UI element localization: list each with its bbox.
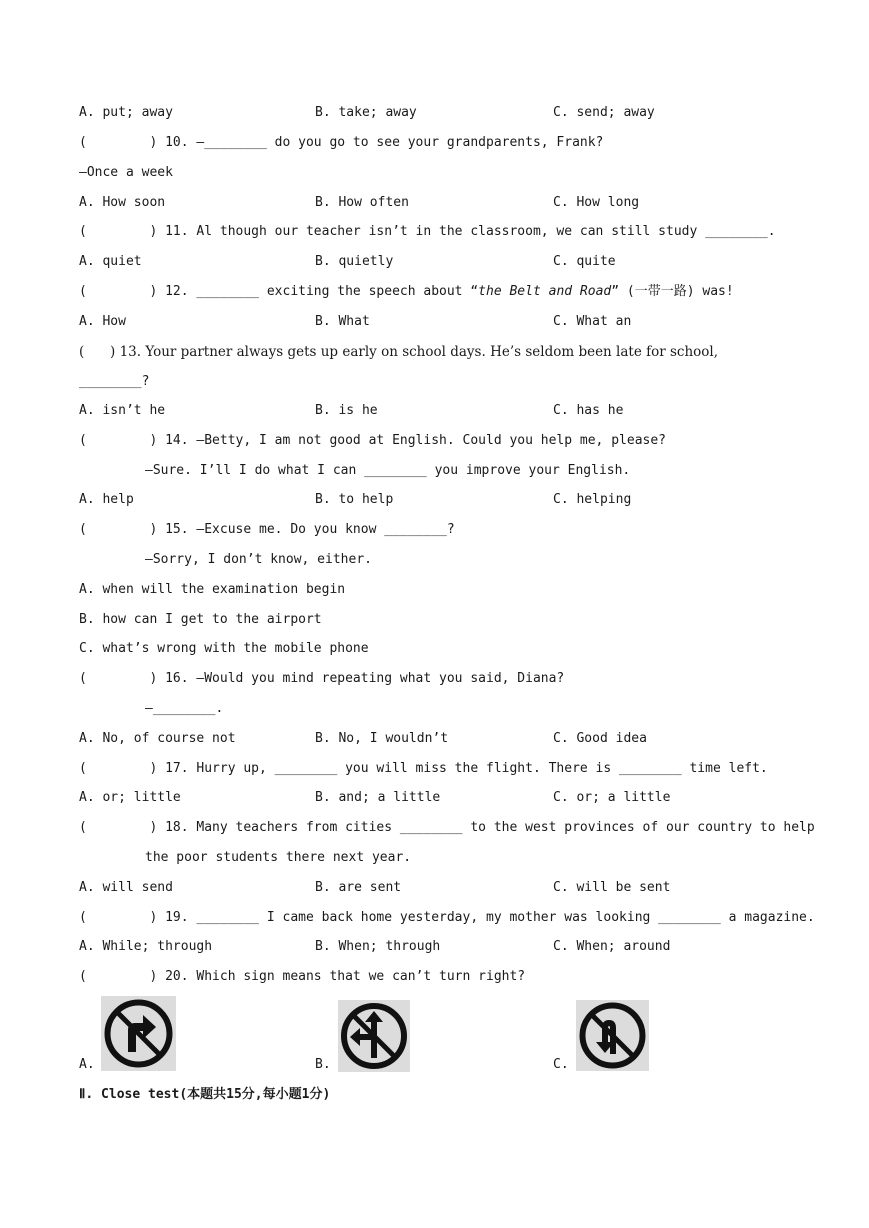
no-u-turn-icon bbox=[576, 1000, 649, 1071]
q14-option-b: B. to help bbox=[315, 492, 394, 507]
q18-stem-cont: the poor students there next year. bbox=[145, 850, 412, 865]
q10-option-b: B. How often bbox=[315, 195, 409, 210]
q11-option-c: C. quite bbox=[553, 254, 616, 269]
q17-option-c: C. or; a little bbox=[553, 790, 671, 805]
q9-option-a: A. put; away bbox=[79, 105, 173, 120]
q10-reply: —Once a week bbox=[79, 165, 173, 180]
q20-option-b-label: B. bbox=[315, 1057, 331, 1072]
q11-option-a: A. quiet bbox=[79, 254, 142, 269]
q14-option-c: C. helping bbox=[553, 492, 632, 507]
q19-stem: ( ) 19. ________ I came back home yesterday, my mother was looking ________ a magazine. bbox=[79, 910, 815, 925]
q13-option-c: C. has he bbox=[553, 403, 624, 418]
q15-reply: —Sorry, I don’t know, either. bbox=[145, 552, 372, 567]
q17-stem: ( ) 17. Hurry up, ________ you will miss the flight. There is ________ time left. bbox=[79, 761, 768, 776]
q13-option-b: B. is he bbox=[315, 403, 378, 418]
q14-reply: —Sure. I’ll I do what I can ________ you improve your English. bbox=[145, 463, 631, 478]
q19-option-a: A. While; through bbox=[79, 939, 213, 954]
q19-option-c: C. When; around bbox=[553, 939, 671, 954]
q12-stem-pre: ( ) 12. ________ exciting the speech about “ bbox=[79, 284, 479, 299]
q20-option-c-label: C. bbox=[553, 1057, 569, 1072]
q10-stem: ( ) 10. —________ do you go to see your grandparents, Frank? bbox=[79, 135, 604, 150]
q15-option-c: C. what’s wrong with the mobile phone bbox=[79, 641, 369, 656]
q18-option-c: C. will be sent bbox=[553, 880, 671, 895]
q13-stem: ( ) 13. Your partner always gets up early on school days. He’s seldom been late for school, bbox=[79, 344, 719, 360]
q10-option-a: A. How soon bbox=[79, 195, 166, 210]
q14-option-a: A. help bbox=[79, 492, 134, 507]
q9-option-c: C. send; away bbox=[553, 105, 655, 120]
q17-option-a: A. or; little bbox=[79, 790, 181, 805]
q15-stem: ( ) 15. —Excuse me. Do you know ________? bbox=[79, 522, 455, 537]
q12-stem-post: ” (一带一路) was! bbox=[611, 284, 734, 299]
section-heading: Ⅱ. Close test(本题共15分,每小题1分) bbox=[79, 1087, 331, 1102]
q17-option-b: B. and; a little bbox=[315, 790, 441, 805]
q16-option-a: A. No, of course not bbox=[79, 731, 236, 746]
q18-option-a: A. will send bbox=[79, 880, 173, 895]
q10-option-c: C. How long bbox=[553, 195, 640, 210]
q20-stem: ( ) 20. Which sign means that we can’t turn right? bbox=[79, 969, 526, 984]
q15-option-a: A. when will the examination begin bbox=[79, 582, 346, 597]
q20-option-a-label: A. bbox=[79, 1057, 95, 1072]
q16-option-b: B. No, I wouldn’t bbox=[315, 731, 449, 746]
q13-option-a: A. isn’t he bbox=[79, 403, 166, 418]
q15-option-b: B. how can I get to the airport bbox=[79, 612, 322, 627]
q18-stem: ( ) 18. Many teachers from cities ________ to the west provinces of our country to help bbox=[79, 820, 815, 835]
q16-stem: ( ) 16. —Would you mind repeating what you said, Diana? bbox=[79, 671, 565, 686]
q16-option-c: C. Good idea bbox=[553, 731, 647, 746]
q18-option-b: B. are sent bbox=[315, 880, 402, 895]
q19-option-b: B. When; through bbox=[315, 939, 441, 954]
q12-stem bbox=[79, 284, 734, 300]
q12-option-c: C. What an bbox=[553, 314, 632, 329]
q11-option-b: B. quietly bbox=[315, 254, 394, 269]
no-right-turn-icon bbox=[101, 996, 176, 1071]
q16-reply: —________. bbox=[145, 701, 224, 716]
q9-option-b: B. take; away bbox=[315, 105, 417, 120]
q11-stem: ( ) 11. Al though our teacher isn’t in the classroom, we can still study ________. bbox=[79, 224, 776, 239]
q13-stem-cont: ________? bbox=[79, 374, 150, 389]
no-left-or-straight-icon bbox=[338, 1000, 410, 1072]
q12-option-a: A. How bbox=[79, 314, 126, 329]
q14-stem: ( ) 14. —Betty, I am not good at English. Could you help me, please? bbox=[79, 433, 666, 448]
q12-option-b: B. What bbox=[315, 314, 370, 329]
q12-stem-title: the Belt and Road bbox=[478, 284, 612, 299]
